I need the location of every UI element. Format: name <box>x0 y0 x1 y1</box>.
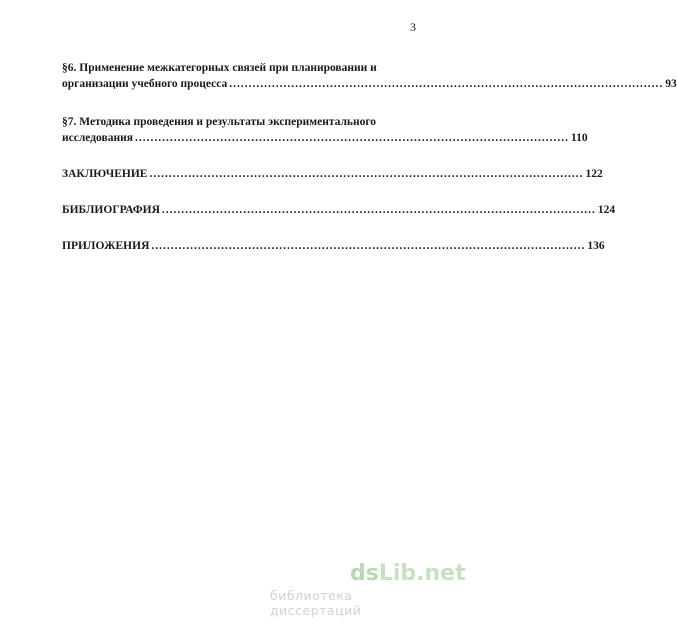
toc-entry-section-7 <box>62 114 588 146</box>
dot-leader <box>229 76 663 92</box>
watermark-logo: dsLib.net <box>350 561 466 586</box>
toc-entry-title: БИБЛИОГРАФИЯ <box>62 204 160 216</box>
dot-leader <box>149 166 583 182</box>
toc-entry-title: ЗАКЛЮЧЕНИЕ <box>62 168 148 180</box>
toc-entry-section-6 <box>62 60 677 92</box>
watermark-subtitle: библиотека диссертаций <box>270 588 362 618</box>
toc-entry-title: §7. Методика проведения и результаты экспериментального <box>62 116 377 128</box>
toc-entry-title-continued: исследования <box>62 132 133 144</box>
toc-page-number: 136 <box>587 240 605 252</box>
toc-page-number: 110 <box>570 132 588 144</box>
toc-page-number: 93 <box>665 78 677 90</box>
table-of-contents <box>62 60 677 254</box>
toc-page-number: 124 <box>597 204 616 216</box>
dot-leader <box>151 238 585 254</box>
toc-entry-bibliography <box>62 202 616 218</box>
dot-leader <box>162 202 596 218</box>
toc-entry-title: ПРИЛОЖЕНИЯ <box>62 240 150 252</box>
toc-page-number: 122 <box>585 168 603 180</box>
toc-entry-appendices <box>62 238 605 254</box>
watermark <box>270 561 466 618</box>
toc-entry-title-continued: организации учебного процесса <box>62 78 228 90</box>
toc-entry-title: §6. Применение межкатегорных связей при планировании и <box>62 62 377 74</box>
page-number: 3 <box>410 20 416 34</box>
toc-entry-conclusion <box>62 166 603 182</box>
dot-leader <box>135 130 569 146</box>
